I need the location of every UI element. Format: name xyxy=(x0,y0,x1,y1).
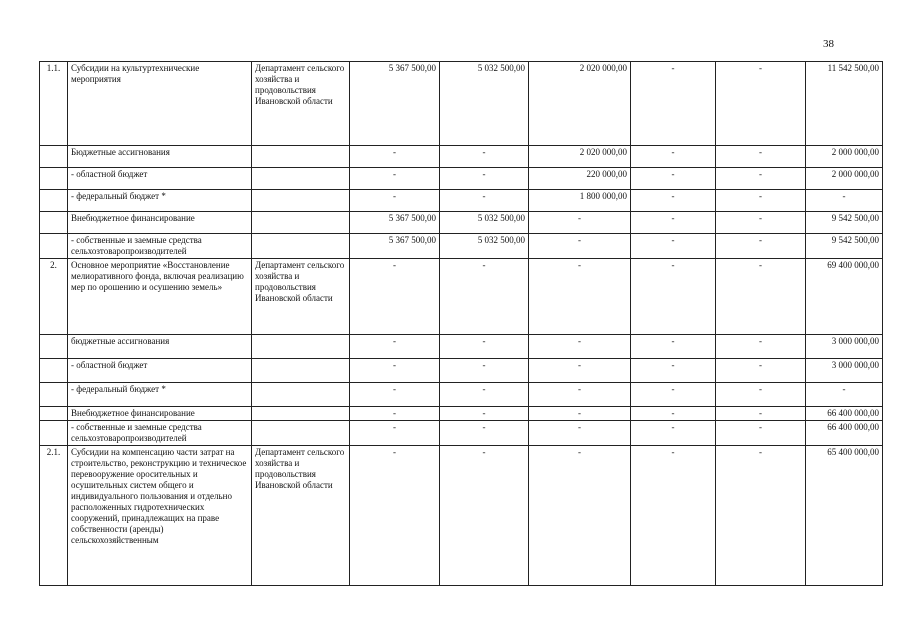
amount-cell-5: - xyxy=(716,421,806,446)
row-index-cell xyxy=(40,359,68,383)
amount-cell-3: - xyxy=(529,446,631,586)
amount-cell-5: - xyxy=(716,383,806,407)
table-row xyxy=(40,335,883,359)
table-row xyxy=(40,190,883,212)
page-number: 38 xyxy=(823,38,834,50)
amount-cell-2: - xyxy=(440,446,529,586)
amount-cell-2: 5 032 500,00 xyxy=(440,212,529,234)
row-index-cell: 1.1. xyxy=(40,62,68,146)
table-row xyxy=(40,62,883,146)
amount-cell-5: - xyxy=(716,407,806,421)
amount-cell-5: - xyxy=(716,259,806,335)
amount-cell-4: - xyxy=(631,421,716,446)
budget-table xyxy=(39,61,883,586)
row-name-cell: - областной бюджет xyxy=(68,168,252,190)
table-row xyxy=(40,146,883,168)
amount-cell-3: 2 020 000,00 xyxy=(529,62,631,146)
row-index-cell xyxy=(40,407,68,421)
table-row xyxy=(40,407,883,421)
row-name-cell: - областной бюджет xyxy=(68,359,252,383)
table-row xyxy=(40,383,883,407)
amount-cell-4: - xyxy=(631,407,716,421)
row-index-cell: 2. xyxy=(40,259,68,335)
amount-cell-1: - xyxy=(350,168,440,190)
amount-cell-5: - xyxy=(716,335,806,359)
amount-cell-5: - xyxy=(716,234,806,259)
amount-cell-2: - xyxy=(440,146,529,168)
row-index-cell xyxy=(40,212,68,234)
amount-cell-4: - xyxy=(631,259,716,335)
amount-cell-5: - xyxy=(716,62,806,146)
row-name-cell: Внебюджетное финансирование xyxy=(68,407,252,421)
executor-cell xyxy=(252,168,350,190)
total-cell: 66 400 000,00 xyxy=(806,421,883,446)
total-cell: 9 542 500,00 xyxy=(806,234,883,259)
executor-cell: Департамент сельского хозяйства и продовольствия Ивановской области xyxy=(252,62,350,146)
row-name-cell: Бюджетные ассигнования xyxy=(68,146,252,168)
total-cell: - xyxy=(806,383,883,407)
row-name-cell: - собственные и заемные средства сельхозтоваропроизводителей xyxy=(68,234,252,259)
row-index-cell: 2.1. xyxy=(40,446,68,586)
total-cell: 3 000 000,00 xyxy=(806,359,883,383)
total-cell: 2 000 000,00 xyxy=(806,168,883,190)
amount-cell-1: - xyxy=(350,383,440,407)
amount-cell-3: - xyxy=(529,335,631,359)
amount-cell-3: - xyxy=(529,383,631,407)
amount-cell-3: - xyxy=(529,234,631,259)
total-cell: 11 542 500,00 xyxy=(806,62,883,146)
amount-cell-3: - xyxy=(529,259,631,335)
amount-cell-3: - xyxy=(529,421,631,446)
amount-cell-5: - xyxy=(716,359,806,383)
amount-cell-4: - xyxy=(631,359,716,383)
row-index-cell xyxy=(40,421,68,446)
amount-cell-2: - xyxy=(440,259,529,335)
amount-cell-2: - xyxy=(440,168,529,190)
amount-cell-4: - xyxy=(631,234,716,259)
amount-cell-3: - xyxy=(529,359,631,383)
amount-cell-3: - xyxy=(529,212,631,234)
amount-cell-2: - xyxy=(440,407,529,421)
amount-cell-4: - xyxy=(631,212,716,234)
row-index-cell xyxy=(40,190,68,212)
total-cell: 9 542 500,00 xyxy=(806,212,883,234)
executor-cell xyxy=(252,359,350,383)
amount-cell-3: - xyxy=(529,407,631,421)
amount-cell-1: - xyxy=(350,259,440,335)
amount-cell-1: 5 367 500,00 xyxy=(350,212,440,234)
amount-cell-2: - xyxy=(440,190,529,212)
row-name-cell: - федеральный бюджет * xyxy=(68,190,252,212)
executor-cell: Департамент сельского хозяйства и продовольствия Ивановской области xyxy=(252,259,350,335)
executor-cell xyxy=(252,407,350,421)
table-row xyxy=(40,446,883,586)
amount-cell-5: - xyxy=(716,146,806,168)
amount-cell-4: - xyxy=(631,190,716,212)
amount-cell-1: - xyxy=(350,421,440,446)
executor-cell xyxy=(252,383,350,407)
row-name-cell: - собственные и заемные средства сельхозтоваропроизводителей xyxy=(68,421,252,446)
total-cell: 2 000 000,00 xyxy=(806,146,883,168)
amount-cell-2: 5 032 500,00 xyxy=(440,62,529,146)
table-row xyxy=(40,234,883,259)
amount-cell-4: - xyxy=(631,446,716,586)
table-row xyxy=(40,168,883,190)
executor-cell xyxy=(252,421,350,446)
amount-cell-1: - xyxy=(350,359,440,383)
amount-cell-2: - xyxy=(440,335,529,359)
executor-cell xyxy=(252,335,350,359)
total-cell: - xyxy=(806,190,883,212)
executor-cell: Департамент сельского хозяйства и продовольствия Ивановской области xyxy=(252,446,350,586)
table-row xyxy=(40,212,883,234)
amount-cell-4: - xyxy=(631,335,716,359)
amount-cell-1: - xyxy=(350,146,440,168)
executor-cell xyxy=(252,146,350,168)
amount-cell-1: - xyxy=(350,335,440,359)
amount-cell-1: 5 367 500,00 xyxy=(350,234,440,259)
executor-cell xyxy=(252,212,350,234)
amount-cell-3: 220 000,00 xyxy=(529,168,631,190)
amount-cell-4: - xyxy=(631,383,716,407)
amount-cell-5: - xyxy=(716,190,806,212)
table-row xyxy=(40,359,883,383)
amount-cell-5: - xyxy=(716,212,806,234)
amount-cell-5: - xyxy=(716,446,806,586)
amount-cell-2: - xyxy=(440,383,529,407)
amount-cell-2: - xyxy=(440,421,529,446)
amount-cell-3: 2 020 000,00 xyxy=(529,146,631,168)
amount-cell-3: 1 800 000,00 xyxy=(529,190,631,212)
table-body xyxy=(40,62,883,586)
row-name-cell: - федеральный бюджет * xyxy=(68,383,252,407)
row-name-cell: Внебюджетное финансирование xyxy=(68,212,252,234)
amount-cell-1: - xyxy=(350,446,440,586)
executor-cell xyxy=(252,190,350,212)
amount-cell-4: - xyxy=(631,146,716,168)
row-name-cell: Субсидии на культуртехнические мероприятия xyxy=(68,62,252,146)
amount-cell-1: - xyxy=(350,190,440,212)
total-cell: 66 400 000,00 xyxy=(806,407,883,421)
amount-cell-1: 5 367 500,00 xyxy=(350,62,440,146)
total-cell: 69 400 000,00 xyxy=(806,259,883,335)
amount-cell-4: - xyxy=(631,62,716,146)
total-cell: 65 400 000,00 xyxy=(806,446,883,586)
row-index-cell xyxy=(40,335,68,359)
row-index-cell xyxy=(40,168,68,190)
row-index-cell xyxy=(40,383,68,407)
amount-cell-4: - xyxy=(631,168,716,190)
row-name-cell: бюджетные ассигнования xyxy=(68,335,252,359)
table-row xyxy=(40,259,883,335)
amount-cell-5: - xyxy=(716,168,806,190)
amount-cell-2: - xyxy=(440,359,529,383)
executor-cell xyxy=(252,234,350,259)
row-name-cell: Субсидии на компенсацию части затрат на строительство, реконструкцию и техническое перевооружение оросительных и осушительных систем общего и индивидуального пользования и отдельно расположенных гидротехнических сооружений, принадлежащих на праве собственности (аренды) сельскохозяйственным xyxy=(68,446,252,586)
row-index-cell xyxy=(40,234,68,259)
amount-cell-2: 5 032 500,00 xyxy=(440,234,529,259)
row-index-cell xyxy=(40,146,68,168)
row-name-cell: Основное мероприятие «Восстановление мелиоративного фонда, включая реализацию мер по орошению и осушению земель» xyxy=(68,259,252,335)
total-cell: 3 000 000,00 xyxy=(806,335,883,359)
amount-cell-1: - xyxy=(350,407,440,421)
table-row xyxy=(40,421,883,446)
